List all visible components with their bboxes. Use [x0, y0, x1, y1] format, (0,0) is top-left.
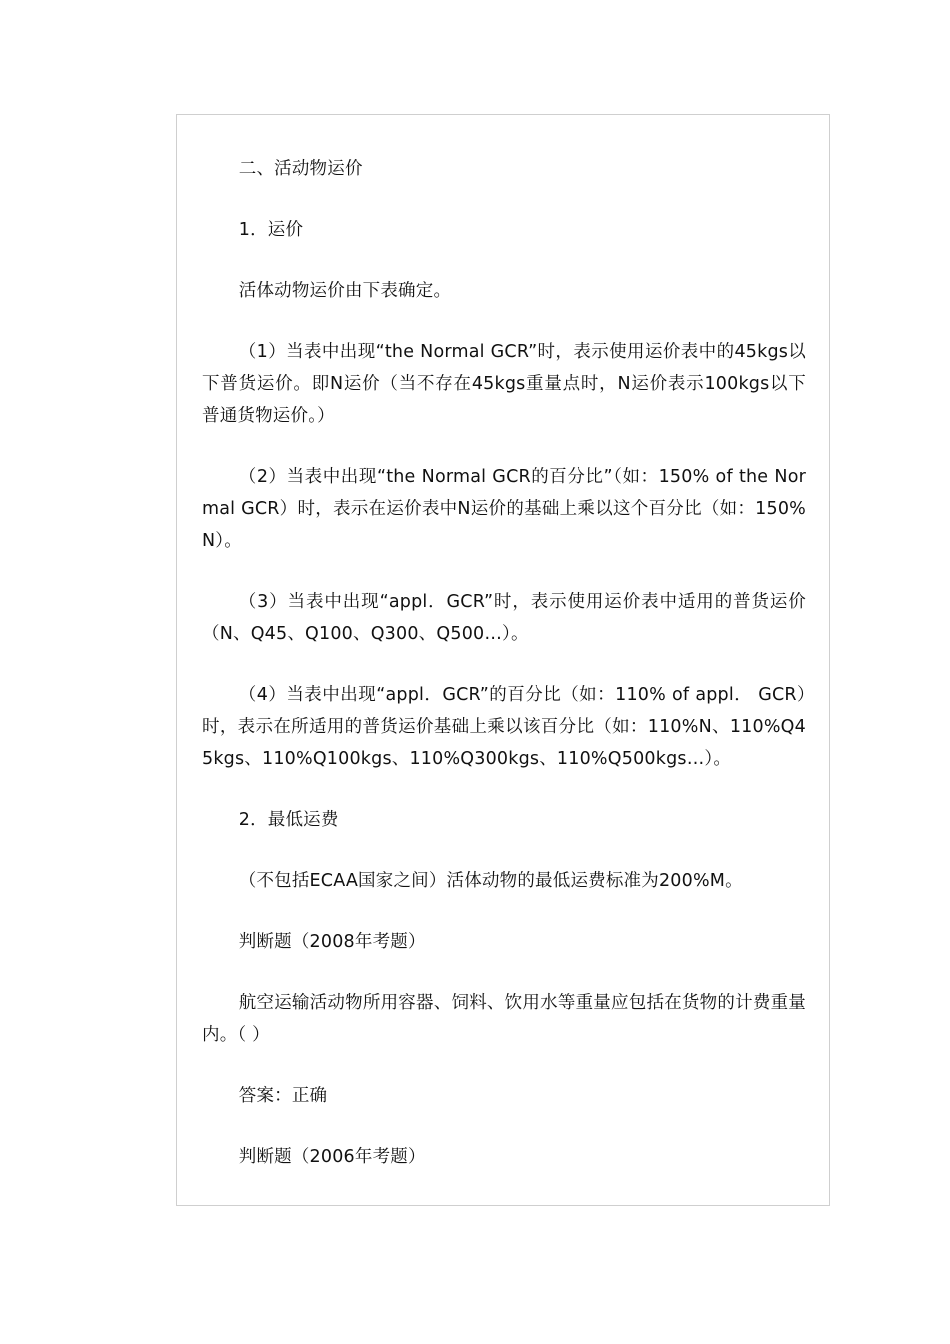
- paragraph: （2）当表中出现“the Normal GCR的百分比”（如：150% of the Normal GCR）时，表示在运价表中N运价的基础上乘以这个百分比（如：150%N）。: [202, 467, 806, 551]
- question-label: 判断题（2008年考题）: [238, 932, 426, 952]
- section-heading: 二、活动物运价: [238, 159, 363, 179]
- paragraph: （1）当表中出现“the Normal GCR”时，表示使用运价表中的45kgs以下普货运价。即N运价（当不存在45kgs重量点时，N运价表示100kgs以下普通货物运价。）: [202, 342, 806, 426]
- subsection-heading: 1．运价: [238, 220, 304, 240]
- document-body: [202, 153, 806, 1202]
- paragraph: （4）当表中出现“appl．GCR”的百分比（如：110% of appl． GCR）时，表示在所适用的普货运价基础上乘以该百分比（如：110%N、110%Q45kgs、110%Q100kgs、110%Q300kgs、110%Q500kgs…）。: [202, 685, 806, 769]
- paragraph: （3）当表中出现“appl．GCR”时，表示使用运价表中适用的普货运价（N、Q45、Q100、Q300、Q500…）。: [202, 592, 806, 644]
- answer-text: 答案：正确: [238, 1086, 328, 1106]
- question-label: 判断题（2006年考题）: [238, 1147, 426, 1167]
- paragraph: （不包括ECAA国家之间）活体动物的最低运费标准为200%M。: [238, 871, 743, 891]
- subsection-heading: 2．最低运费: [238, 810, 339, 830]
- page-frame: [176, 114, 830, 1206]
- question-text: 航空运输活动物所用容器、饲料、饮用水等重量应包括在货物的计费重量内。（ ）: [202, 993, 806, 1045]
- paragraph: 活体动物运价由下表确定。: [238, 281, 452, 301]
